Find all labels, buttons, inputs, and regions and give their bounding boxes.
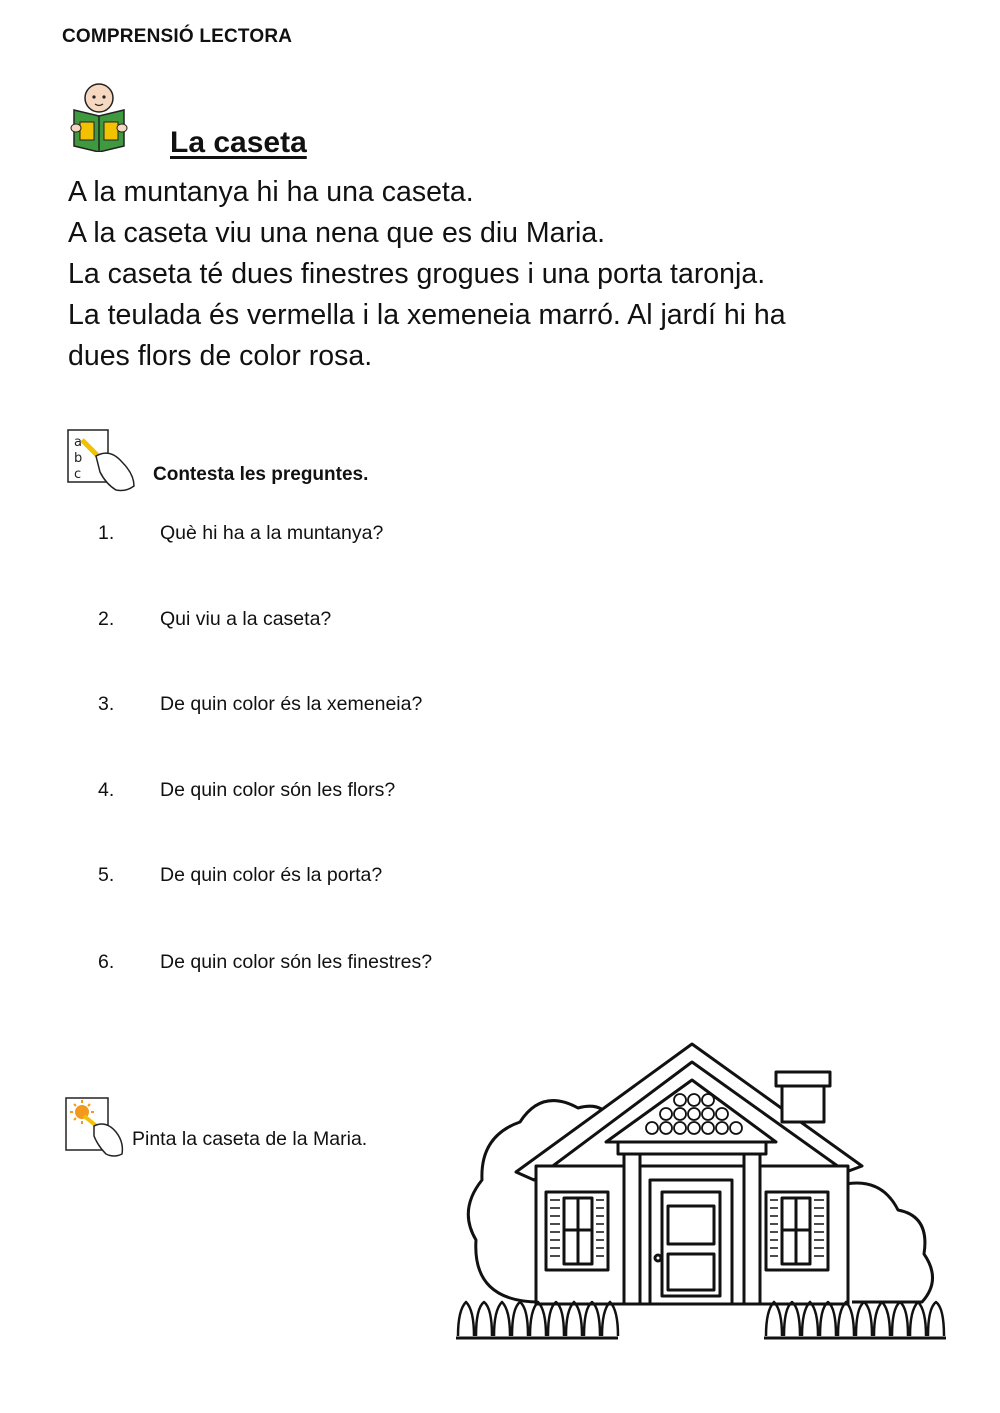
question-number: 2. bbox=[98, 608, 115, 630]
question-number: 6. bbox=[98, 951, 115, 973]
question-number: 1. bbox=[98, 522, 115, 544]
question-text: Qui viu a la caseta? bbox=[160, 608, 332, 630]
story-title: La caseta bbox=[170, 126, 307, 159]
svg-text:c: c bbox=[74, 467, 82, 482]
question-text: De quin color són les finestres? bbox=[160, 951, 433, 973]
painting-hand-icon bbox=[64, 1096, 126, 1158]
question-number: 3. bbox=[98, 693, 115, 715]
questions-instruction: Contesta les preguntes. bbox=[153, 464, 369, 485]
question-item bbox=[98, 608, 331, 631]
question-number: 5. bbox=[98, 864, 115, 886]
story-text bbox=[68, 172, 928, 377]
question-item bbox=[98, 951, 432, 974]
story-line: A la muntanya hi ha una caseta. bbox=[68, 176, 474, 208]
story-line: La caseta té dues finestres grogues i una porta taronja. bbox=[68, 258, 766, 290]
question-text: De quin color és la xemeneia? bbox=[160, 693, 423, 715]
story-line: A la caseta viu una nena que es diu Maria. bbox=[68, 217, 606, 249]
svg-text:b: b bbox=[74, 451, 83, 466]
question-item bbox=[98, 693, 422, 716]
question-text: De quin color és la porta? bbox=[160, 864, 383, 886]
svg-text:a: a bbox=[74, 435, 82, 450]
header-label: COMPRENSIÓ LECTORA bbox=[62, 26, 293, 47]
question-text: Què hi ha a la muntanya? bbox=[160, 522, 384, 544]
writing-hand-icon bbox=[66, 428, 138, 494]
reading-child-icon bbox=[70, 80, 128, 152]
story-line: dues flors de color rosa. bbox=[68, 340, 373, 372]
question-text: De quin color són les flors? bbox=[160, 779, 396, 801]
story-line: La teulada és vermella i la xemeneia marró. Al jardí hi ha bbox=[68, 299, 786, 331]
house-coloring-illustration bbox=[452, 1040, 948, 1344]
question-item bbox=[98, 522, 383, 545]
question-number: 4. bbox=[98, 779, 115, 801]
question-item bbox=[98, 864, 382, 887]
paint-instruction: Pinta la caseta de la Maria. bbox=[132, 1128, 368, 1150]
question-item bbox=[98, 779, 395, 802]
